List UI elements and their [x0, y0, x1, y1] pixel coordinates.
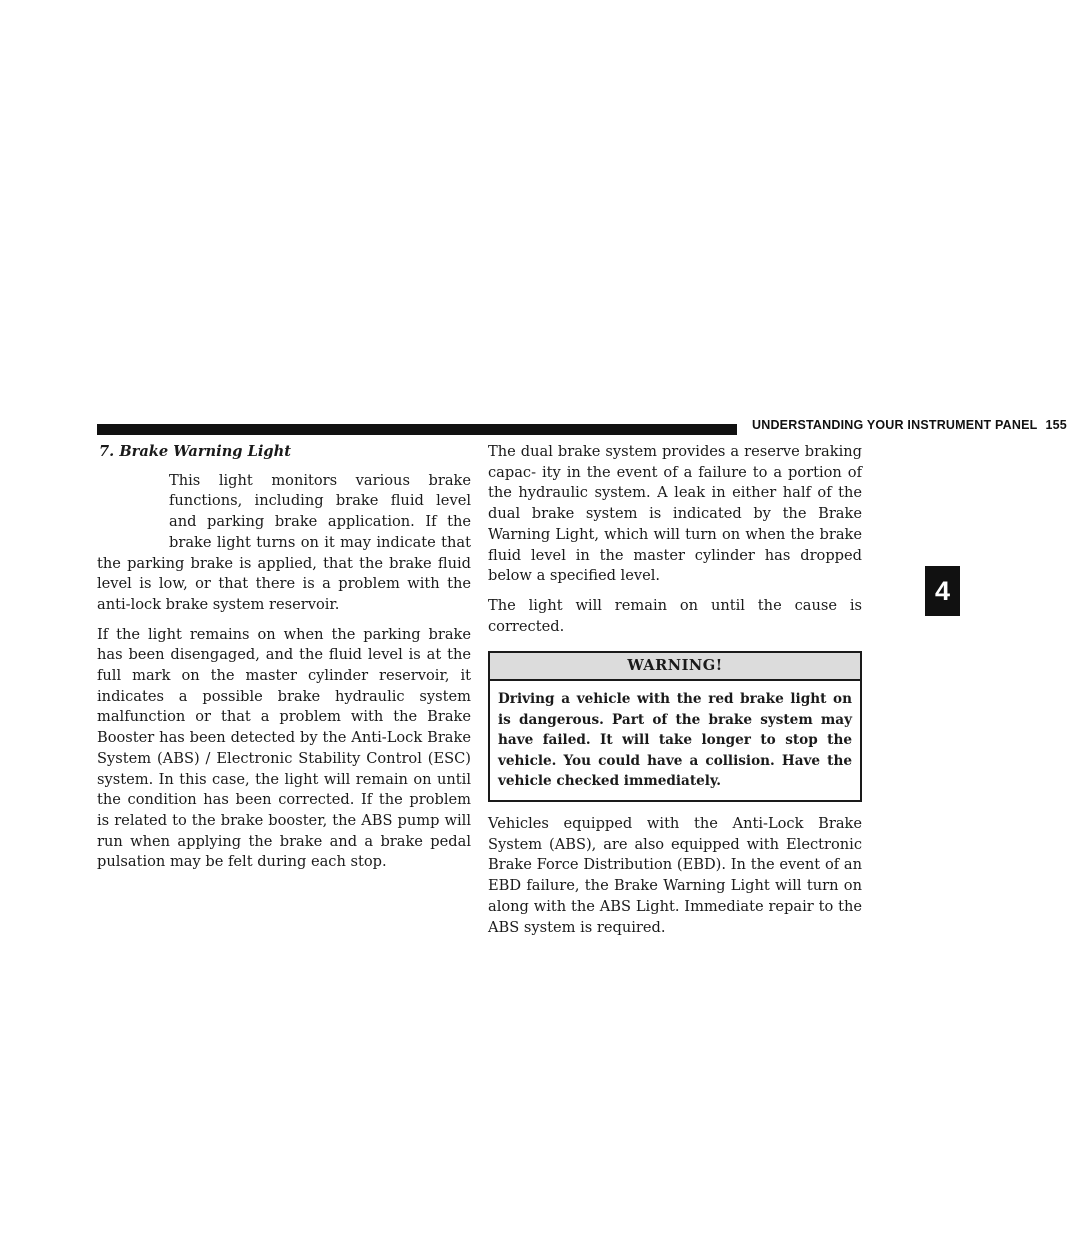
warning-title: WARNING! [490, 653, 860, 681]
left-column [97, 442, 471, 882]
paragraph-light-description: This light monitors various brake functions, including brake fluid level and parking brake application. If the brake light turns on it may indicate that the parking brake is applied, that the brake fluid level is low, or that there is a problem with the anti-lock brake system reservoir. [97, 471, 471, 613]
brake-warning-icon-area [97, 471, 169, 553]
paragraph-light-until-corrected: The light will remain on until the cause is corrected. [488, 596, 862, 635]
paragraph-ebd: Vehicles equipped with the Anti-Lock Brake System (ABS), are also equipped with Electronic Brake Force Distribution (EBD). In the event of an EBD failure, the Brake Warning Light will turn on along with the ABS Light. Immediate repair to the ABS system is required. [488, 815, 862, 936]
warning-text: Driving a vehicle with the red brake light on is dangerous. Part of the brake system may have failed. It will take longer to stop the vehicle. You could have a collision. Have the vehicle checked immediately. [498, 691, 852, 790]
paragraph-dual-brake-system: The dual brake system provides a reserve braking capac- ity in the event of a failure to a portion of the hydraulic system. A leak in either half of the dual brake system is indicated by the Brake Warning Light, which will turn on when the brake fluid level in the master cylinder has dropped below a specified level. [488, 443, 862, 585]
warning-box [488, 651, 862, 802]
page-number: 155 [1045, 418, 1067, 432]
section-heading: 7. Brake Warning Light [99, 443, 291, 460]
header-rule [97, 424, 737, 435]
section-title: UNDERSTANDING YOUR INSTRUMENT PANEL [752, 418, 1038, 432]
running-header [752, 418, 1067, 432]
chapter-tab: 4 [925, 566, 960, 616]
paragraph-light-remains-on: If the light remains on when the parking brake has been disengaged, and the fluid level is at the full mark on the master cylinder reservoir, it indicates a possible brake hydraulic system malfunction or that a problem with the Brake Booster has been detected by the Anti-Lock Brake System (ABS) / Electronic Stability Control (ESC) system. In this case, the light will remain on until the condition has been corrected. If the problem is related to the brake booster, the ABS pump will run when applying the brake and a brake pedal pulsation may be felt during each stop. [97, 625, 471, 871]
right-column [488, 442, 862, 947]
